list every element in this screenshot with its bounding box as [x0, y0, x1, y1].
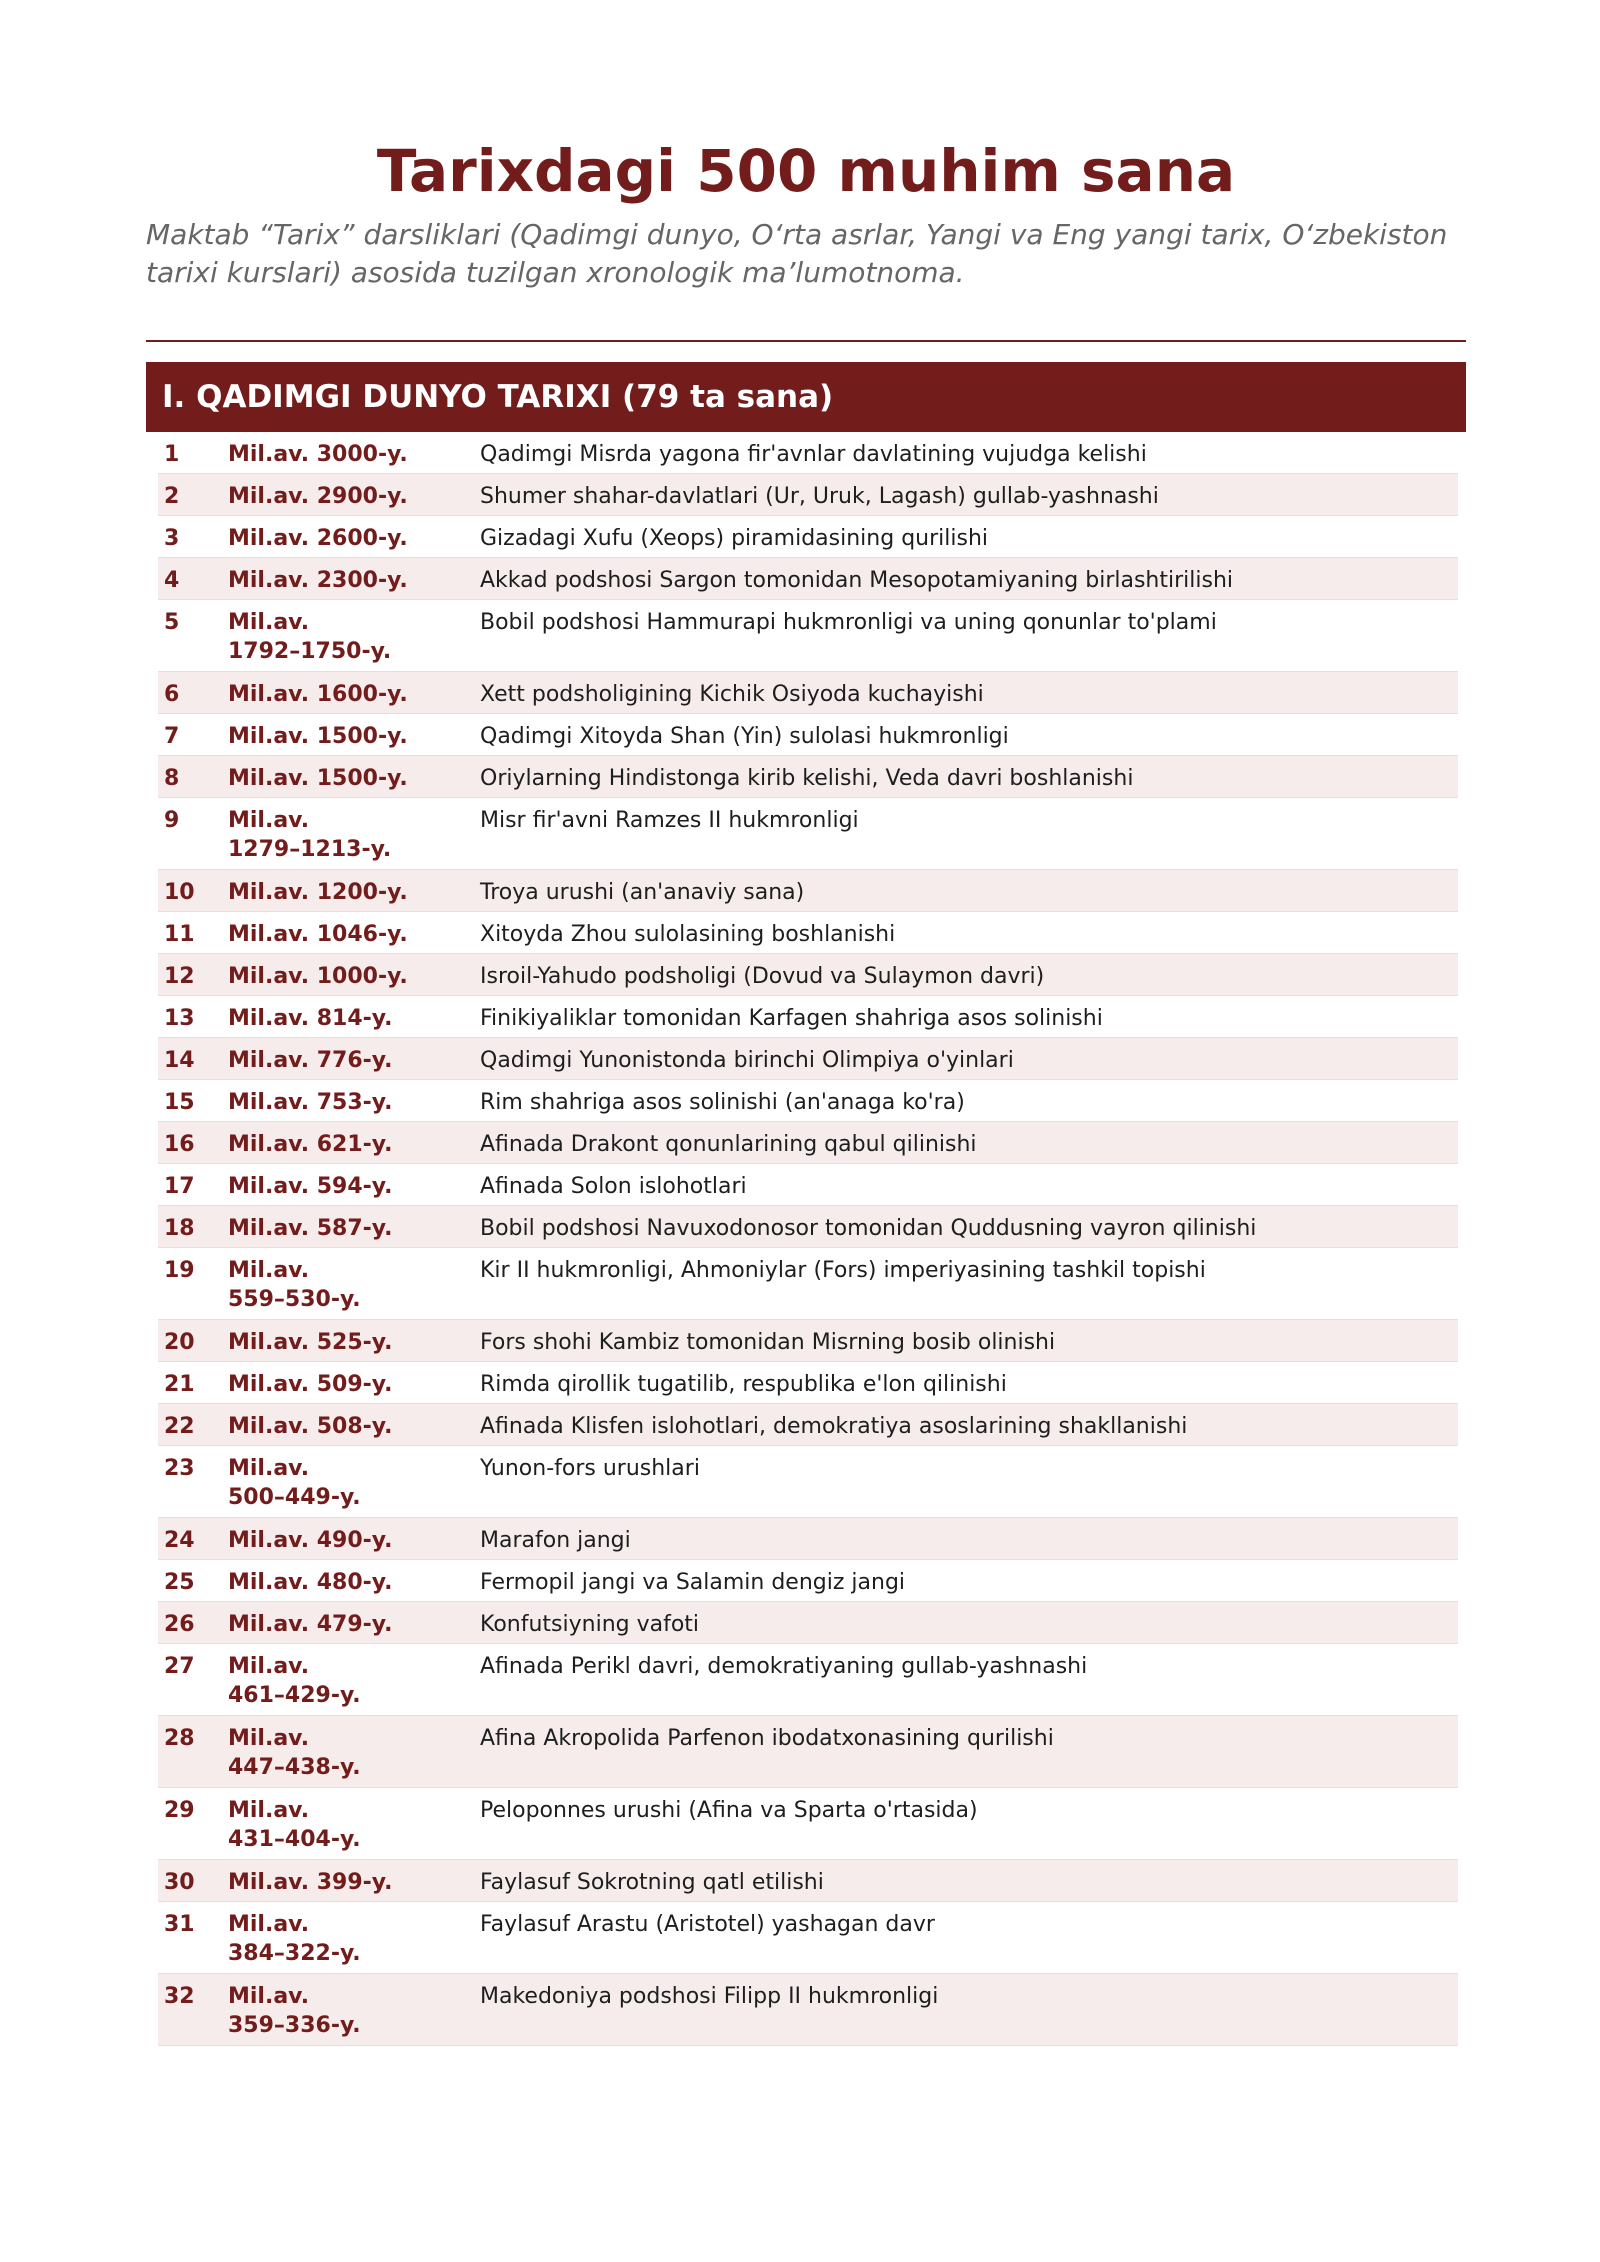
row-event: Konfutsiyning vafoti: [480, 1612, 700, 1637]
row-date: [228, 1982, 480, 2040]
row-event: Afinada Solon islohotlari: [480, 1174, 747, 1199]
row-event: Kir II hukmronligi, Ahmoniylar (Fors) imperiyasining tashkil topishi: [480, 1258, 1206, 1283]
table-row: [158, 1974, 1458, 2046]
row-date: [228, 1454, 480, 1512]
row-date: [228, 1088, 480, 1117]
chronology-table: [158, 432, 1458, 2046]
row-number: 17: [164, 1174, 195, 1199]
table-row: [158, 912, 1458, 954]
row-number: 11: [164, 922, 195, 947]
row-event: Xitoyda Zhou sulolasining boshlanishi: [480, 922, 896, 947]
row-event: Bobil podshosi Hammurapi hukmronligi va uning qonunlar to'plami: [480, 610, 1217, 635]
table-row: [158, 672, 1458, 714]
row-event: Rim shahriga asos solinishi (an'anaga ko'ra): [480, 1090, 965, 1115]
row-date: [228, 524, 480, 553]
table-row: [158, 1602, 1458, 1644]
row-event: Shumer shahar-davlatlari (Ur, Uruk, Lagash) gullab-yashnashi: [480, 484, 1159, 509]
row-date-line: Mil.av.: [228, 1798, 310, 1823]
row-date-line: Mil.av.: [228, 1654, 310, 1679]
row-event: Faylasuf Arastu (Aristotel) yashagan davr: [480, 1912, 935, 1937]
row-date-line: Mil.av.: [228, 1456, 310, 1481]
table-row: [158, 600, 1458, 672]
row-date-line: 1792–1750-y.: [228, 639, 392, 664]
row-date-line: Mil.av. 490-y.: [228, 1528, 393, 1553]
row-event: Marafon jangi: [480, 1528, 631, 1553]
row-event: Troya urushi (an'anaviy sana): [480, 880, 805, 905]
row-number: 32: [164, 1984, 195, 2009]
row-date-line: Mil.av. 621-y.: [228, 1132, 393, 1157]
row-date: [228, 1724, 480, 1782]
row-date: [228, 962, 480, 991]
row-date: [228, 608, 480, 666]
row-date: [228, 1214, 480, 1243]
row-number: 13: [164, 1006, 195, 1031]
table-row: [158, 1038, 1458, 1080]
row-number: 10: [164, 880, 195, 905]
row-date-line: Mil.av. 1046-y.: [228, 922, 408, 947]
row-number: 5: [164, 610, 180, 635]
row-number: 19: [164, 1258, 195, 1283]
table-row: [158, 996, 1458, 1038]
row-date-line: Mil.av. 525-y.: [228, 1330, 393, 1355]
row-date-line: Mil.av. 1000-y.: [228, 964, 408, 989]
table-row: [158, 1248, 1458, 1320]
row-event: Isroil-Yahudo podsholigi (Dovud va Sulaymon davri): [480, 964, 1045, 989]
row-number: 7: [164, 724, 180, 749]
row-number: 1: [164, 442, 180, 467]
table-row: [158, 1446, 1458, 1518]
row-date-line: 447–438-y.: [228, 1755, 361, 1780]
table-row: [158, 1164, 1458, 1206]
row-date-line: Mil.av. 509-y.: [228, 1372, 393, 1397]
table-row: [158, 954, 1458, 996]
table-row: [158, 1362, 1458, 1404]
row-event: Misr fir'avni Ramzes II hukmronligi: [480, 808, 859, 833]
row-date-line: Mil.av.: [228, 1258, 310, 1283]
title-divider: [146, 340, 1466, 342]
row-date: [228, 1412, 480, 1441]
table-row: [158, 870, 1458, 912]
row-event: Bobil podshosi Navuxodonosor tomonidan Quddusning vayron qilinishi: [480, 1216, 1257, 1241]
row-date-line: Mil.av. 753-y.: [228, 1090, 393, 1115]
row-date-line: Mil.av. 2600-y.: [228, 526, 408, 551]
row-number: 14: [164, 1048, 195, 1073]
table-row: [158, 1404, 1458, 1446]
table-row: [158, 432, 1458, 474]
row-date-line: Mil.av. 1200-y.: [228, 880, 408, 905]
row-date-line: Mil.av.: [228, 1726, 310, 1751]
row-number: 25: [164, 1570, 195, 1595]
table-row: [158, 1080, 1458, 1122]
table-row: [158, 714, 1458, 756]
row-event: Qadimgi Misrda yagona fir'avnlar davlatining vujudga kelishi: [480, 442, 1147, 467]
row-event: Afinada Klisfen islohotlari, demokratiya asoslarining shakllanishi: [480, 1414, 1188, 1439]
row-number: 4: [164, 568, 180, 593]
row-event: Rimda qirollik tugatilib, respublika e'lon qilinishi: [480, 1372, 1007, 1397]
row-event: Qadimgi Xitoyda Shan (Yin) sulolasi hukmronligi: [480, 724, 1009, 749]
table-row: [158, 1206, 1458, 1248]
row-date-line: 384–322-y.: [228, 1941, 361, 1966]
row-date-line: Mil.av. 1500-y.: [228, 724, 408, 749]
row-date: [228, 1910, 480, 1968]
table-row: [158, 756, 1458, 798]
row-date: [228, 566, 480, 595]
row-date: [228, 878, 480, 907]
page-subtitle: Maktab “Tarix” darsliklari (Qadimgi dunyo, O‘rta asrlar, Yangi va Eng yangi tarix, O‘zbekiston tarixi kurslari) asosida tuzilgan xronologik ma’lumotnoma.: [146, 218, 1448, 289]
table-row: [158, 1902, 1458, 1974]
table-row: [158, 1518, 1458, 1560]
row-event: Makedoniya podshosi Filipp II hukmronligi: [480, 1984, 939, 2009]
row-event: Afinada Perikl davri, demokratiyaning gullab-yashnashi: [480, 1654, 1088, 1679]
row-event: Oriylarning Hindistonga kirib kelishi, Veda davri boshlanishi: [480, 766, 1134, 791]
row-date-line: Mil.av. 399-y.: [228, 1870, 393, 1895]
row-date-line: Mil.av.: [228, 1912, 310, 1937]
row-date-line: 1279–1213-y.: [228, 837, 392, 862]
row-date: [228, 680, 480, 709]
row-number: 2: [164, 484, 180, 509]
row-event: Afina Akropolida Parfenon ibodatxonasining qurilishi: [480, 1726, 1054, 1751]
row-date: [228, 1652, 480, 1710]
row-date: [228, 440, 480, 469]
row-date: [228, 1004, 480, 1033]
row-number: 30: [164, 1870, 195, 1895]
row-date: [228, 1046, 480, 1075]
table-row: [158, 1122, 1458, 1164]
row-number: 20: [164, 1330, 195, 1355]
document-page: [146, 0, 1466, 2046]
row-date-line: Mil.av. 508-y.: [228, 1414, 393, 1439]
row-date-line: Mil.av. 594-y.: [228, 1174, 393, 1199]
section-header: I. QADIMGI DUNYO TARIXI (79 ta sana): [146, 362, 1466, 432]
row-date: [228, 920, 480, 949]
table-row: [158, 1560, 1458, 1602]
row-date: [228, 1568, 480, 1597]
page-title: Tarixdagi 500 muhim sana: [376, 137, 1236, 205]
row-number: 28: [164, 1726, 195, 1751]
row-number: 18: [164, 1216, 195, 1241]
row-event: Finikiyaliklar tomonidan Karfagen shahriga asos solinishi: [480, 1006, 1103, 1031]
row-date-line: Mil.av. 776-y.: [228, 1048, 393, 1073]
row-event: Yunon-fors urushlari: [480, 1456, 700, 1481]
row-number: 15: [164, 1090, 195, 1115]
row-date-line: Mil.av. 1600-y.: [228, 682, 408, 707]
row-number: 24: [164, 1528, 195, 1553]
row-date-line: Mil.av.: [228, 808, 310, 833]
row-event: Faylasuf Sokrotning qatl etilishi: [480, 1870, 824, 1895]
table-row: [158, 798, 1458, 870]
row-number: 8: [164, 766, 180, 791]
row-date-line: 500–449-y.: [228, 1485, 361, 1510]
row-date: [228, 1256, 480, 1314]
row-number: 29: [164, 1798, 195, 1823]
row-date: [228, 1172, 480, 1201]
row-date: [228, 482, 480, 511]
row-date: [228, 1328, 480, 1357]
row-date: [228, 1796, 480, 1854]
table-row: [158, 1788, 1458, 1860]
row-date: [228, 1370, 480, 1399]
table-row: [158, 1860, 1458, 1902]
row-date: [228, 764, 480, 793]
row-date: [228, 806, 480, 864]
row-event: Fors shohi Kambiz tomonidan Misrning bosib olinishi: [480, 1330, 1056, 1355]
row-event: Fermopil jangi va Salamin dengiz jangi: [480, 1570, 906, 1595]
row-date-line: Mil.av. 814-y.: [228, 1006, 393, 1031]
table-row: [158, 558, 1458, 600]
row-date-line: 559–530-y.: [228, 1287, 361, 1312]
row-date-line: Mil.av.: [228, 610, 310, 635]
row-date: [228, 1610, 480, 1639]
table-row: [158, 1644, 1458, 1716]
row-date-line: Mil.av. 587-y.: [228, 1216, 393, 1241]
row-number: 27: [164, 1654, 195, 1679]
row-event: Xett podsholigining Kichik Osiyoda kuchayishi: [480, 682, 984, 707]
row-number: 9: [164, 808, 180, 833]
row-date: [228, 1130, 480, 1159]
row-number: 6: [164, 682, 180, 707]
row-date: [228, 1526, 480, 1555]
row-number: 12: [164, 964, 195, 989]
table-row: [158, 1320, 1458, 1362]
row-number: 23: [164, 1456, 195, 1481]
row-number: 3: [164, 526, 180, 551]
table-row: [158, 1716, 1458, 1788]
row-date-line: Mil.av. 3000-y.: [228, 442, 408, 467]
row-date: [228, 1868, 480, 1897]
row-event: Peloponnes urushi (Afina va Sparta o'rtasida): [480, 1798, 978, 1823]
row-event: Qadimgi Yunonistonda birinchi Olimpiya o'yinlari: [480, 1048, 1014, 1073]
row-number: 16: [164, 1132, 195, 1157]
table-row: [158, 474, 1458, 516]
row-date-line: 431–404-y.: [228, 1827, 361, 1852]
row-date-line: 359–336-y.: [228, 2013, 361, 2038]
row-date: [228, 722, 480, 751]
row-number: 21: [164, 1372, 195, 1397]
row-date-line: Mil.av.: [228, 1984, 310, 2009]
row-event: Akkad podshosi Sargon tomonidan Mesopotamiyaning birlashtirilishi: [480, 568, 1234, 593]
row-date-line: Mil.av. 2300-y.: [228, 568, 408, 593]
row-number: 22: [164, 1414, 195, 1439]
row-event: Gizadagi Xufu (Xeops) piramidasining qurilishi: [480, 526, 988, 551]
row-date-line: Mil.av. 2900-y.: [228, 484, 408, 509]
row-number: 26: [164, 1612, 195, 1637]
row-date-line: Mil.av. 1500-y.: [228, 766, 408, 791]
row-event: Afinada Drakont qonunlarining qabul qilinishi: [480, 1132, 977, 1157]
row-number: 31: [164, 1912, 195, 1937]
row-date-line: Mil.av. 479-y.: [228, 1612, 393, 1637]
table-row: [158, 516, 1458, 558]
row-date-line: Mil.av. 480-y.: [228, 1570, 393, 1595]
row-date-line: 461–429-y.: [228, 1683, 361, 1708]
